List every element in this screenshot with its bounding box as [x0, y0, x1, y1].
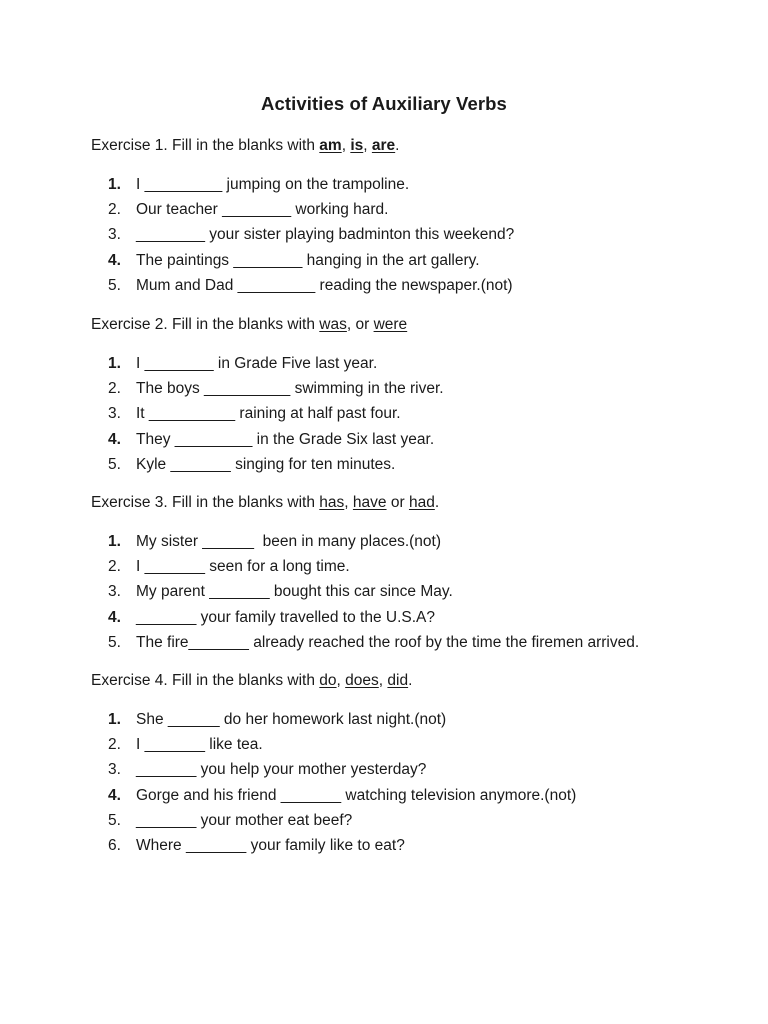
item-number: 3. — [108, 761, 121, 779]
item-text: Our teacher ________ working hard. — [136, 201, 389, 219]
keyword-did: did — [387, 672, 409, 689]
item-text: Kyle _______ singing for ten minutes. — [136, 455, 396, 473]
list-item — [108, 605, 639, 630]
item-number: 3. — [108, 405, 121, 423]
exercise-heading-text: Exercise 3. Fill in the blanks with — [91, 494, 320, 511]
item-number: 4. — [108, 430, 121, 448]
list-item — [108, 427, 444, 452]
exercise-heading-3 — [91, 494, 439, 512]
list-item — [108, 452, 444, 477]
keyword-is: is — [350, 137, 364, 154]
list-item — [108, 376, 444, 401]
item-number: 2. — [108, 558, 121, 576]
exercise-heading-4 — [91, 672, 412, 690]
item-text: The fire_______ already reached the roof by the time the firemen arrived. — [136, 633, 640, 651]
item-number: 2. — [108, 380, 121, 398]
keyword-were: were — [373, 316, 408, 333]
list-item — [108, 757, 576, 782]
list-item — [108, 529, 639, 554]
item-number: 3. — [108, 226, 121, 244]
item-text: I _______ like tea. — [136, 736, 263, 754]
keyword-are: are — [371, 137, 396, 154]
list-item — [108, 579, 639, 604]
list-item — [108, 222, 514, 247]
exercise-heading-1 — [91, 137, 399, 155]
list-item — [108, 732, 576, 757]
item-number: 1. — [108, 533, 121, 550]
item-text: _______ your family travelled to the U.S.A? — [136, 608, 435, 626]
item-text: My parent _______ bought this car since May. — [136, 583, 453, 601]
item-text: My sister ______ been in many places.(not) — [136, 533, 441, 550]
keyword-does: does — [345, 672, 379, 689]
item-text: It __________ raining at half past four. — [136, 405, 401, 423]
list-item — [108, 273, 514, 298]
item-text: They _________ in the Grade Six last year. — [136, 430, 435, 448]
item-text: I ________ in Grade Five last year. — [136, 355, 378, 372]
item-number: 5. — [108, 455, 121, 473]
exercise-list-2 — [108, 351, 444, 477]
item-text: _______ your mother eat beef? — [136, 811, 353, 829]
item-number: 4. — [108, 608, 121, 626]
keyword-has: has — [319, 494, 345, 511]
keyword-have: have — [352, 494, 387, 511]
item-number: 4. — [108, 251, 121, 269]
keyword-separator: , or — [346, 316, 374, 333]
item-text: Gorge and his friend _______ watching television anymore.(not) — [136, 786, 577, 804]
item-number: 1. — [108, 176, 121, 193]
item-text: She ______ do her homework last night.(not) — [136, 711, 447, 728]
exercise-list-1 — [108, 172, 514, 298]
keyword-had: had — [408, 494, 435, 511]
list-item — [108, 401, 444, 426]
item-number: 2. — [108, 736, 121, 754]
keyword-separator: , — [378, 672, 388, 689]
item-text: _______ you help your mother yesterday? — [136, 761, 427, 779]
item-text: I _________ jumping on the trampoline. — [136, 176, 410, 193]
keyword-separator: or — [386, 494, 409, 511]
item-number: 2. — [108, 201, 121, 219]
heading-suffix: . — [434, 494, 440, 511]
keyword-separator: , — [341, 137, 351, 154]
keyword-was: was — [319, 316, 347, 333]
exercise-heading-text: Exercise 2. Fill in the blanks with — [91, 316, 320, 333]
exercise-heading-text: Exercise 1. Fill in the blanks with — [91, 137, 320, 154]
list-item — [108, 707, 576, 732]
exercise-list-3 — [108, 529, 639, 655]
list-item — [108, 630, 639, 655]
list-item — [108, 172, 514, 197]
item-number: 5. — [108, 276, 121, 294]
heading-suffix: . — [408, 672, 413, 689]
keyword-separator: , — [344, 494, 353, 511]
item-number: 1. — [108, 711, 121, 728]
exercise-heading-2 — [91, 316, 407, 334]
list-item — [108, 783, 576, 808]
item-number: 6. — [108, 836, 121, 854]
list-item — [108, 833, 576, 858]
item-text: The boys __________ swimming in the river. — [136, 380, 444, 398]
page-title: Activities of Auxiliary Verbs — [261, 93, 507, 114]
list-item — [108, 248, 514, 273]
item-text: I _______ seen for a long time. — [136, 558, 350, 576]
heading-suffix: . — [395, 137, 400, 154]
item-text: Where _______ your family like to eat? — [136, 836, 405, 854]
list-item — [108, 808, 576, 833]
item-number: 5. — [108, 811, 121, 829]
list-item — [108, 554, 639, 579]
list-item — [108, 351, 444, 376]
item-number: 5. — [108, 633, 121, 651]
keyword-separator: , — [363, 137, 372, 154]
item-number: 3. — [108, 583, 121, 601]
item-text: Mum and Dad _________ reading the newspaper.(not) — [136, 276, 513, 294]
item-text: The paintings ________ hanging in the art gallery. — [136, 251, 480, 269]
item-text: ________ your sister playing badminton this weekend? — [136, 226, 515, 244]
keyword-separator: , — [336, 672, 346, 689]
keyword-am: am — [319, 137, 342, 154]
exercise-heading-text: Exercise 4. Fill in the blanks with — [91, 672, 320, 689]
list-item — [108, 197, 514, 222]
exercise-list-4 — [108, 707, 576, 858]
item-number: 1. — [108, 355, 121, 372]
keyword-do: do — [319, 672, 337, 689]
item-number: 4. — [108, 786, 121, 804]
